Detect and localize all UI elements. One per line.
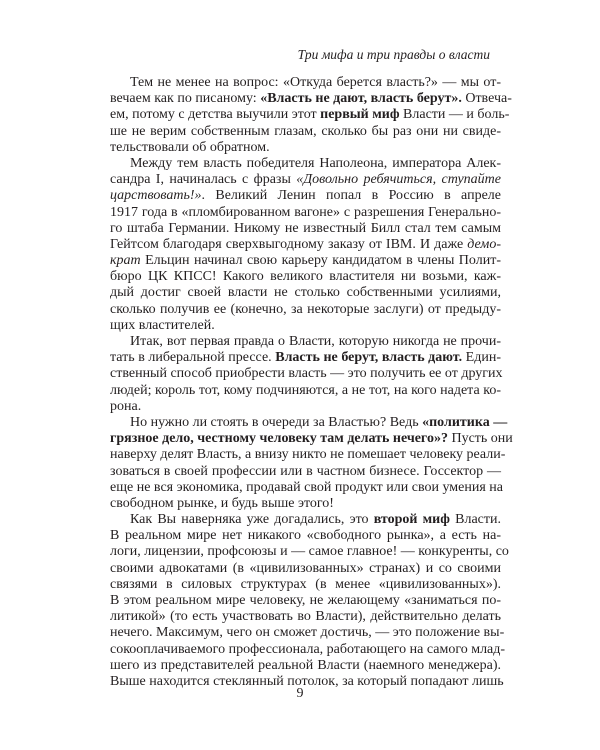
- text-run: логи, лицензии, профсоюзы и — самое главное! — конкуренты, со: [110, 544, 509, 560]
- text-run: зоваться в своей профессии или в частном бизнесе. Госсектор —: [110, 463, 501, 479]
- text-line: [110, 593, 501, 609]
- paragraph: [110, 75, 512, 156]
- paragraph: [110, 512, 509, 690]
- text-run: сандра I, начиналась с фразы: [110, 172, 297, 188]
- text-line: [110, 318, 501, 334]
- text-line: [110, 641, 506, 658]
- text-line: [110, 464, 501, 480]
- text-line: [110, 658, 501, 674]
- paragraph: [110, 414, 513, 512]
- running-header: Три мифа и три правды о власти: [297, 47, 490, 62]
- bold-text: «Власть не дают, власть берут».: [260, 91, 462, 107]
- text-line: [110, 269, 501, 285]
- text-run: Но нужно ли стоять в очереди за Властью? Ведь: [130, 414, 423, 430]
- bold-text: грязное дело, честному человеку там делать нечего»?: [110, 431, 448, 447]
- text-run: Отвеча-: [461, 91, 512, 107]
- text-run: сокооплачиваемого профессионала, работающего на самого млад-: [110, 641, 506, 657]
- text-line: [110, 124, 501, 140]
- text-run: Как Вы наверняка уже догадались, это: [130, 512, 374, 528]
- text-line: [110, 496, 501, 512]
- text-run: Един-: [462, 350, 501, 366]
- text-line: [110, 237, 501, 253]
- bold-text: Власть не берут, власть дают.: [275, 350, 463, 366]
- text-line: [110, 75, 501, 91]
- text-run: людей; король тот, кому подчиняются, а не тот, на кого надета ко-: [110, 382, 501, 398]
- text-run: тельствовали об обратном.: [110, 139, 270, 155]
- text-run: бюро ЦК КПСС! Какого великого властителя ни возьми, каж-: [110, 269, 501, 285]
- italic-text: «Довольно ребячиться, ступайте: [296, 172, 501, 188]
- text-run: еще не вся экономика, продавай свой продукт или свои умения на: [110, 479, 504, 495]
- text-run: Выше находится стеклянный потолок, за который попадают лишь: [110, 673, 504, 689]
- text-run: Ельцин начинал свою карьеру кандидатом в члены Полит-: [140, 253, 501, 269]
- text-line: [110, 383, 501, 399]
- text-line: [110, 431, 513, 447]
- text-run: свободном рынке, и будь выше этого!: [110, 495, 334, 511]
- text-run: рона.: [110, 398, 142, 414]
- text-run: Гейтсом благодаря сверхвыгодному заказу от IBM. И даже: [110, 236, 468, 252]
- italic-text: царствовать!»: [110, 188, 202, 204]
- paragraph: [110, 156, 501, 334]
- text-line: [110, 544, 509, 560]
- paragraph: [110, 334, 501, 415]
- text-run: Власти.: [449, 512, 501, 528]
- text-run: В реальном мире нет никакого «свободного рынка», а есть на-: [110, 528, 501, 544]
- text-run: вечаем как по писаному:: [110, 91, 261, 107]
- text-line: [110, 479, 504, 496]
- text-run: литикой» (то есть участвовать во Власти), действительно делать: [110, 609, 501, 625]
- text-line: [110, 91, 512, 107]
- text-run: ем, потому с детства выучили этот: [110, 107, 321, 123]
- italic-text: крат: [110, 253, 141, 269]
- text-run: ше не верим собственным глазам, сколько бы раз они ни свиде-: [110, 123, 501, 139]
- text-line: [110, 561, 501, 577]
- text-line: [110, 625, 505, 641]
- text-run: Пусть они: [447, 431, 513, 447]
- text-line: [110, 399, 501, 415]
- text-line: [110, 577, 501, 593]
- text-line: [110, 221, 501, 237]
- text-run: связями в силовых структурах (в менее «цивилизованных»).: [110, 576, 501, 592]
- text-line: [110, 253, 501, 269]
- text-run: своими адвокатами (в «цивилизованных» странах) и со своими: [110, 560, 501, 576]
- text-run: 1917 года в «пломбированном вагоне» с разрешения Генерально-: [110, 204, 501, 220]
- text-run: Между тем власть победителя Наполеона, императора Алек-: [130, 155, 501, 171]
- text-line: [110, 528, 501, 544]
- text-line: [110, 414, 508, 431]
- text-run: сколько получив ее (конечно, за некоторые заслуги) от предыду-: [110, 301, 501, 317]
- text-line: [110, 350, 501, 366]
- text-run: . Великий Ленин попал в Россию в апреле: [201, 188, 501, 204]
- text-line: [110, 140, 501, 156]
- text-run: щих властителей.: [110, 317, 215, 333]
- text-line: [110, 447, 506, 463]
- text-run: Тем не менее на вопрос: «Откуда берется власть?» — мы от-: [130, 75, 501, 90]
- text-run: наверху делят Власть, а внизу никто не помешает человеку реали-: [110, 447, 506, 463]
- text-run: го штаба Германии. Никому не известный Билл стал тем самым: [110, 220, 501, 236]
- text-run: нечего. Максимум, чего он сможет достичь, — это положение вы-: [110, 625, 505, 641]
- text-run: дый достиг своей власти не столько собственными усилиями,: [110, 285, 501, 301]
- bold-text: первый миф: [320, 107, 400, 123]
- bold-text: «политика —: [422, 414, 508, 430]
- text-line: [110, 334, 501, 350]
- text-line: [110, 188, 501, 204]
- text-line: [110, 172, 501, 188]
- bold-text: второй миф: [373, 512, 450, 528]
- text-run: шего из представителей реальной Власти (наемного менеджера).: [110, 657, 501, 673]
- text-line: [110, 366, 501, 382]
- text-run: Власти — и боль-: [399, 107, 510, 123]
- text-line: [110, 512, 501, 528]
- page-number: 9: [296, 686, 304, 701]
- text-run: В этом реальном мире человеку, не желающему «заниматься по-: [110, 593, 501, 608]
- text-line: [110, 285, 501, 301]
- page-body-text: [110, 75, 513, 690]
- text-run: тать в либеральной прессе.: [110, 350, 276, 366]
- text-run: Итак, вот первая правда о Власти, которую никогда не прочи-: [130, 334, 501, 349]
- text-line: [110, 205, 501, 221]
- text-run: ственный способ приобрести власть — это получить ее от других: [110, 366, 503, 382]
- text-line: [110, 609, 501, 625]
- text-line: [110, 302, 501, 318]
- text-line: [110, 107, 510, 123]
- text-line: [110, 156, 501, 172]
- italic-text: демо-: [467, 236, 501, 252]
